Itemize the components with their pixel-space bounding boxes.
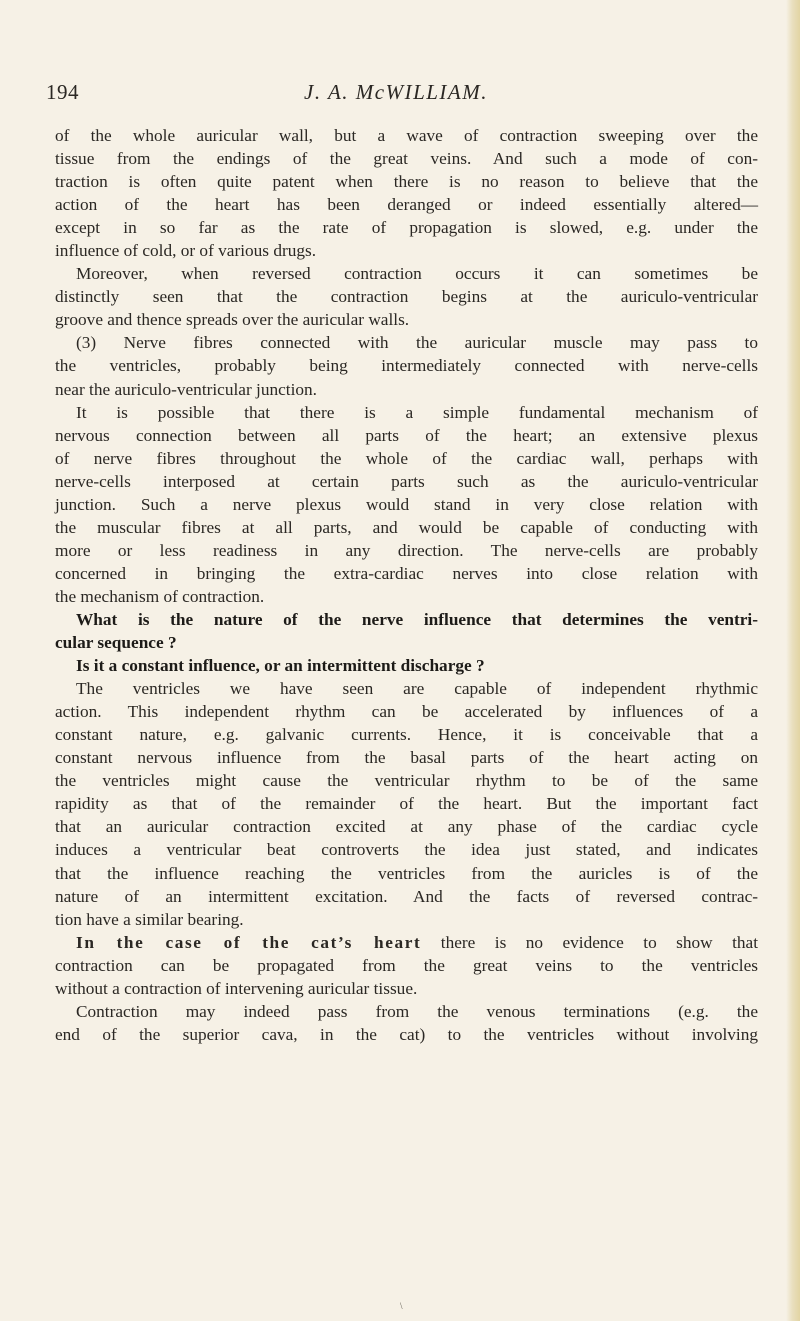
running-head-author: J. A. McWILLIAM.	[304, 80, 488, 104]
text-line: It is possible that there is a simple fundamental mechanism of	[76, 402, 758, 422]
body-text	[55, 124, 758, 1046]
text-line: traction is often quite patent when there is no reason to believe that the	[55, 172, 758, 192]
text-line: nature of an intermittent excitation. And the facts of reversed contrac-	[55, 886, 758, 906]
text-line: the muscular fibres at all parts, and would be capable of conducting with	[55, 517, 758, 537]
text-line: without a contraction of intervening auricular tissue.	[55, 978, 418, 998]
text-line: contraction can be propagated from the great veins to the ventricles	[55, 955, 758, 975]
text-line: distinctly seen that the contraction begins at the auriculo-ventricular	[55, 287, 758, 307]
text-line: concerned in bringing the extra-cardiac nerves into close relation with	[55, 563, 758, 583]
text-line: near the auriculo-ventricular junction.	[55, 379, 317, 399]
page-number: 194	[46, 80, 79, 104]
text-line: of the whole auricular wall, but a wave of contraction sweeping over the	[55, 126, 758, 145]
spaced-lead: In the case of the cat’s heart	[76, 932, 422, 952]
text-line: end of the superior cava, in the cat) to the ventricles without involving	[55, 1024, 758, 1044]
text-line: except in so far as the rate of propagation is slowed, e.g. under the	[55, 218, 758, 238]
text-line: action. This independent rhythm can be accelerated by influences of a	[55, 702, 758, 722]
stray-print-mark: \	[400, 1301, 403, 1311]
question-line: cular sequence ?	[55, 633, 177, 653]
lead-rest: there is no evidence to show that	[421, 932, 758, 952]
text-line: the ventricles might cause the ventricular rhythm to be of the same	[55, 771, 758, 791]
text-line: The ventricles we have seen are capable of independent rhythmic	[76, 679, 758, 699]
text-line: nervous connection between all parts of the heart; an extensive plexus	[55, 425, 758, 445]
text-line: induces a ventricular beat controverts the idea just stated, and indicates	[55, 840, 758, 860]
text-line	[55, 931, 758, 954]
text-line: the mechanism of contraction.	[55, 586, 265, 606]
text-line: nerve-cells interposed at certain parts such as the auriculo-ventricular	[55, 471, 758, 491]
text-line: tion have a similar bearing.	[55, 909, 244, 929]
text-line: groove and thence spreads over the auricular walls.	[55, 310, 410, 330]
text-line: tissue from the endings of the great veins. And such a mode of con-	[55, 149, 758, 169]
text-line: the ventricles, probably being intermediately connected with nerve-cells	[55, 356, 758, 376]
text-line: rapidity as that of the remainder of the heart. But the important fact	[55, 794, 758, 814]
text-line: constant nervous influence from the basal parts of the heart acting on	[55, 748, 758, 768]
question-line: Is it a constant influence, or an intermittent discharge ?	[76, 656, 485, 676]
text-line: more or less readiness in any direction. The nerve-cells are probably	[55, 540, 758, 560]
question-line: What is the nature of the nerve influence that determines the ventri-	[76, 609, 758, 629]
text-line: action of the heart has been deranged or indeed essentially altered—	[55, 195, 758, 215]
text-line: Moreover, when reversed contraction occurs it can sometimes be	[76, 264, 758, 284]
text-line: influence of cold, or of various drugs.	[55, 241, 317, 261]
text-line: that an auricular contraction excited at any phase of the cardiac cycle	[55, 817, 758, 837]
text-line: of nerve fibres throughout the whole of the cardiac wall, perhaps with	[55, 448, 758, 468]
text-line: constant nature, e.g. galvanic currents. Hence, it is conceivable that a	[55, 725, 758, 745]
page-edge-shadow	[786, 0, 800, 1321]
text-line: junction. Such a nerve plexus would stand in very close relation with	[55, 494, 758, 514]
text-line: Contraction may indeed pass from the venous terminations (e.g. the	[76, 1001, 758, 1021]
text-line: that the influence reaching the ventricles from the auricles is of the	[55, 863, 758, 883]
text-line: (3) Nerve fibres connected with the auricular muscle may pass to	[76, 333, 758, 353]
running-head	[46, 80, 746, 110]
